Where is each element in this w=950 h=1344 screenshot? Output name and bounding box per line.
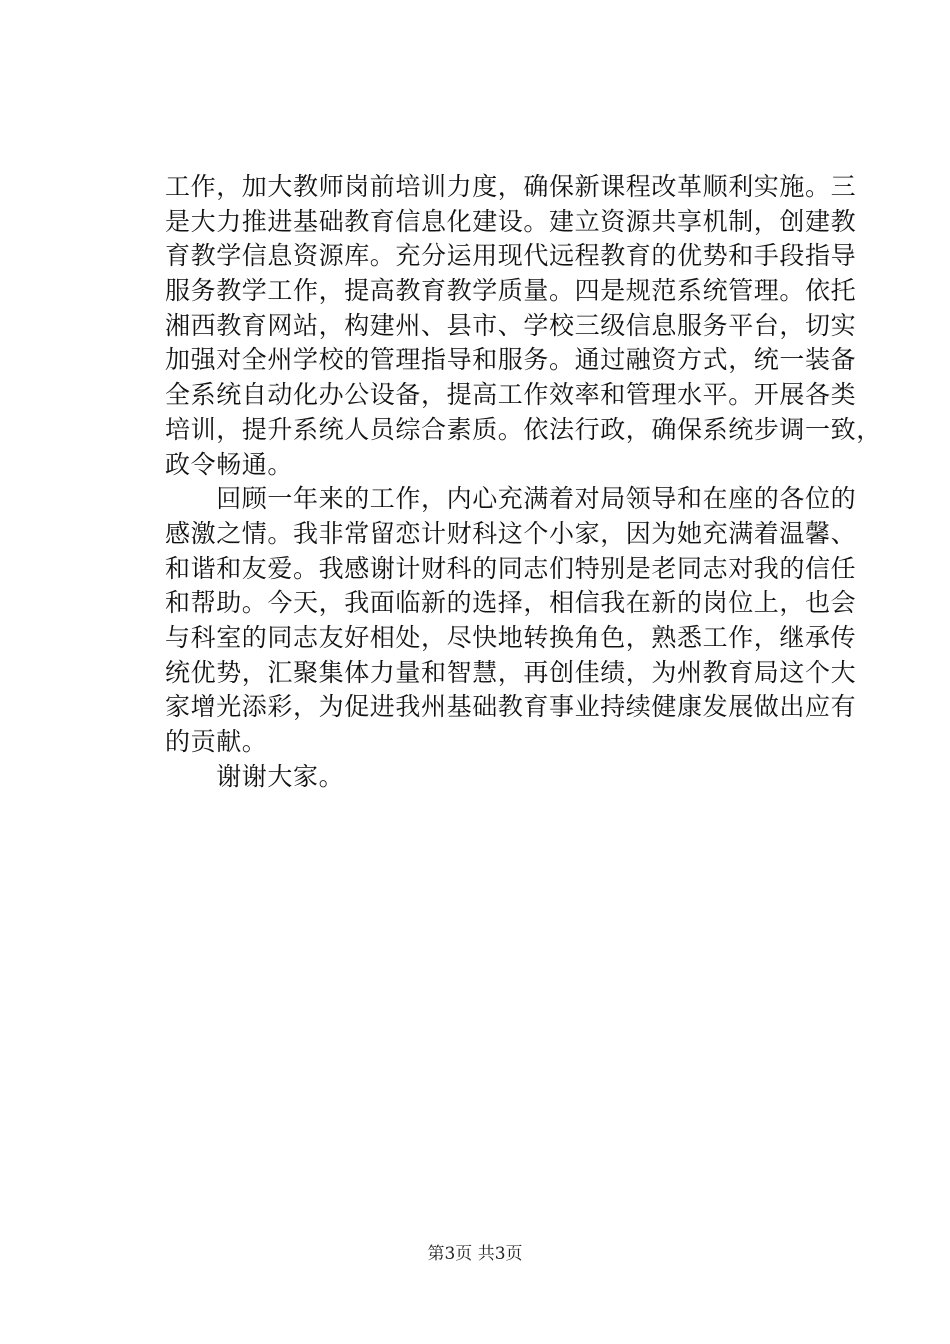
text-line: 和帮助。今天，我面临新的选择，相信我在新的岗位上，也会 bbox=[165, 588, 857, 618]
text-line: 与科室的同志友好相处，尽快地转换角色，熟悉工作，继承传 bbox=[165, 622, 857, 652]
text-line: 政令畅通。 bbox=[165, 449, 294, 479]
text-line: 服务教学工作，提高教育教学质量。四是规范系统管理。依托 bbox=[165, 276, 857, 306]
text-line: 培训，提升系统人员综合素质。依法行政，确保系统步调一致， bbox=[165, 414, 882, 444]
text-line: 家增光添彩，为促进我州基础教育事业持续健康发展做出应有 bbox=[165, 692, 857, 722]
text-line: 育教学信息资源库。充分运用现代远程教育的优势和手段指导 bbox=[165, 241, 857, 271]
text-line: 感激之情。我非常留恋计财科这个小家，因为她充满着温馨、 bbox=[165, 518, 857, 548]
text-line: 是大力推进基础教育信息化建设。建立资源共享机制，创建教 bbox=[165, 206, 857, 236]
page-number-footer: 第3页 共3页 bbox=[427, 1244, 523, 1264]
document-body bbox=[165, 170, 882, 794]
text-line: 的贡献。 bbox=[165, 727, 268, 756]
text-line: 和谐和友爱。我感谢计财科的同志们特别是老同志对我的信任 bbox=[165, 553, 857, 583]
text-line: 回顾一年来的工作，内心充满着对局领导和在座的各位的 bbox=[165, 484, 857, 514]
text-line: 统优势，汇聚集体力量和智慧，再创佳绩，为州教育局这个大 bbox=[165, 657, 857, 687]
text-line: 湘西教育网站，构建州、县市、学校三级信息服务平台，切实 bbox=[165, 310, 857, 340]
text-line: 全系统自动化办公设备，提高工作效率和管理水平。开展各类 bbox=[165, 380, 857, 410]
text-line: 工作，加大教师岗前培训力度，确保新课程改革顺利实施。三 bbox=[165, 172, 857, 201]
text-line: 加强对全州学校的管理指导和服务。通过融资方式，统一装备 bbox=[165, 345, 857, 375]
text-line: 谢谢大家。 bbox=[165, 761, 345, 791]
